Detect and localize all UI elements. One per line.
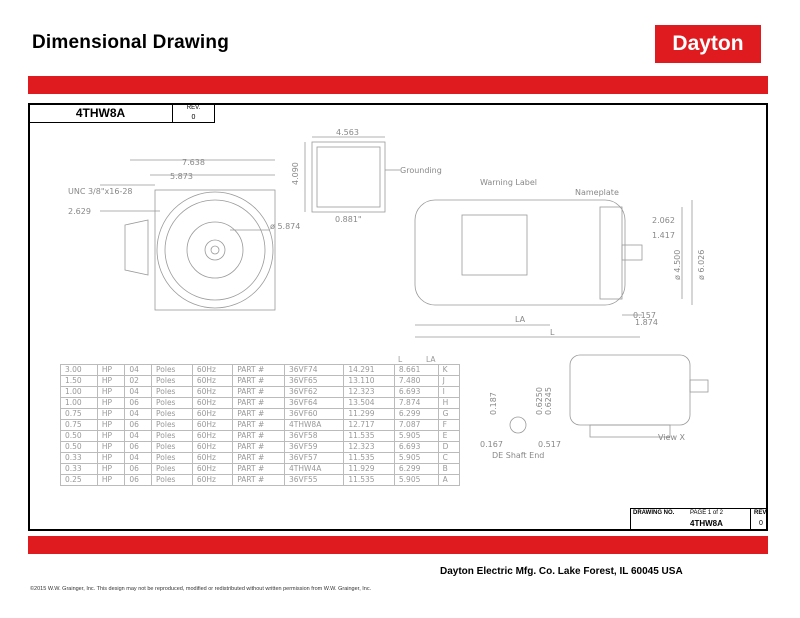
dim-shaft-1: 0.187 [489, 392, 498, 415]
table-cell-hp-unit: HP [97, 420, 125, 431]
table-cell-part-label: PART # [233, 420, 285, 431]
table-cell-la: 8.661 [394, 365, 438, 376]
side-view [415, 178, 706, 337]
table-cell-l: 11.535 [344, 453, 395, 464]
table-cell-code: B [438, 464, 459, 475]
table-cell-hz: 60Hz [192, 420, 232, 431]
table-cell-l: 13.110 [344, 376, 395, 387]
table-cell-poles-label: Poles [152, 365, 193, 376]
table-cell-part-label: PART # [233, 409, 285, 420]
table-cell-la: 5.905 [394, 453, 438, 464]
table-cell-hp: 1.00 [61, 387, 98, 398]
table-row [61, 365, 460, 376]
model-rev-label: REV. [186, 105, 201, 111]
table-cell-l: 12.323 [344, 442, 395, 453]
table-cell-part: 36VF58 [285, 431, 344, 442]
page-label: PAGE 1 of 2 [690, 510, 723, 516]
table-cell-code: E [438, 431, 459, 442]
table-cell-code: A [438, 475, 459, 486]
table-cell-hz: 60Hz [192, 398, 232, 409]
table-cell-poles-label: Poles [152, 398, 193, 409]
table-cell-poles: 06 [125, 475, 152, 486]
table-cell-part-label: PART # [233, 387, 285, 398]
table-cell-code: I [438, 387, 459, 398]
dim-box-3: 0.881" [335, 215, 362, 224]
table-cell-part-label: PART # [233, 475, 285, 486]
table-cell-code: G [438, 409, 459, 420]
table-cell-hp-unit: HP [97, 376, 125, 387]
table-cell-l: 13.504 [344, 398, 395, 409]
dim-side-8: 1.874 [635, 318, 658, 327]
logo-text: Dayton [672, 32, 744, 55]
col-header-la: LA [426, 355, 436, 364]
table-cell-part-label: PART # [233, 376, 285, 387]
dim-shaft-7: View X [658, 433, 686, 442]
model-number: 4THW8A [75, 106, 126, 120]
table-cell-hz: 60Hz [192, 431, 232, 442]
col-header-l: L [398, 355, 403, 364]
table-row [61, 453, 460, 464]
table-cell-part-label: PART # [233, 464, 285, 475]
dim-front-4: 2.629 [68, 207, 91, 216]
table-cell-poles-label: Poles [152, 442, 193, 453]
table-cell-l: 12.717 [344, 420, 395, 431]
table-cell-poles-label: Poles [152, 431, 193, 442]
table-cell-hp: 0.75 [61, 420, 98, 431]
table-cell-hp-unit: HP [97, 365, 125, 376]
table-cell-hp: 0.33 [61, 453, 98, 464]
table-cell-hp-unit: HP [97, 464, 125, 475]
table-cell-la: 6.299 [394, 409, 438, 420]
table-cell-poles-label: Poles [152, 420, 193, 431]
table-cell-part-label: PART # [233, 365, 285, 376]
table-row [61, 420, 460, 431]
table-cell-l: 11.535 [344, 431, 395, 442]
table-cell-code: H [438, 398, 459, 409]
table-cell-hz: 60Hz [192, 365, 232, 376]
dim-side-2: Nameplate [575, 188, 619, 197]
table-cell-poles: 02 [125, 376, 152, 387]
dim-shaft-6: DE Shaft End [492, 451, 545, 460]
table-cell-la: 7.480 [394, 376, 438, 387]
table-cell-poles: 06 [125, 442, 152, 453]
table-row [61, 431, 460, 442]
table-cell-part: 36VF55 [285, 475, 344, 486]
dim-front-1: 7.638 [182, 158, 205, 167]
table-cell-poles: 04 [125, 453, 152, 464]
table-cell-l: 11.929 [344, 464, 395, 475]
dim-shaft-5: 0.517 [538, 440, 561, 449]
table-cell-part: 36VF57 [285, 453, 344, 464]
table-cell-code: D [438, 442, 459, 453]
dim-shaft-2: 0.6250 [535, 387, 544, 415]
table-cell-poles-label: Poles [152, 409, 193, 420]
dim-front-5: ø 5.874 [270, 222, 301, 231]
table-cell-poles: 04 [125, 431, 152, 442]
conduit-box-view [291, 128, 442, 224]
page-title: Dimensional Drawing [32, 32, 230, 53]
title-rev-value: 0 [759, 520, 763, 527]
table-cell-hp-unit: HP [97, 453, 125, 464]
dim-side-1: Warning Label [480, 178, 538, 187]
title-rev-label: REV. [754, 510, 768, 516]
model-rev-cell [172, 103, 215, 123]
table-cell-part-label: PART # [233, 431, 285, 442]
table-cell-part: 4THW4A [285, 464, 344, 475]
table-cell-l: 11.535 [344, 475, 395, 486]
table-cell-code: J [438, 376, 459, 387]
table-cell-hp-unit: HP [97, 409, 125, 420]
dim-side-7: 0.157 [633, 311, 656, 320]
table-cell-code: C [438, 453, 459, 464]
dim-side-5: ø 4.500 [673, 249, 682, 280]
table-row [61, 442, 460, 453]
dim-side-10: L [550, 328, 555, 337]
table-cell-part: 36VF65 [285, 376, 344, 387]
table-cell-la: 5.905 [394, 475, 438, 486]
table-cell-hp-unit: HP [97, 398, 125, 409]
dim-box-4: Grounding [400, 166, 442, 175]
dayton-logo [655, 25, 761, 63]
table-cell-hp-unit: HP [97, 475, 125, 486]
table-row [61, 376, 460, 387]
table-cell-hz: 60Hz [192, 387, 232, 398]
table-cell-part-label: PART # [233, 398, 285, 409]
table-cell-code: K [438, 365, 459, 376]
table-row [61, 475, 460, 486]
title-divider [750, 508, 751, 531]
table-cell-hp: 3.00 [61, 365, 98, 376]
table-cell-poles: 04 [125, 409, 152, 420]
table-cell-la: 6.693 [394, 442, 438, 453]
table-row [61, 387, 460, 398]
table-cell-hp-unit: HP [97, 431, 125, 442]
parts-table [60, 364, 460, 486]
table-row [61, 409, 460, 420]
table-cell-hz: 60Hz [192, 475, 232, 486]
table-cell-hp: 0.33 [61, 464, 98, 475]
company-address: Dayton Electric Mfg. Co. Lake Forest, IL 60045 USA [440, 566, 683, 577]
table-cell-part: 36VF59 [285, 442, 344, 453]
table-cell-part: 36VF60 [285, 409, 344, 420]
dim-side-9: LA [515, 315, 526, 324]
table-cell-hz: 60Hz [192, 409, 232, 420]
dim-shaft-3: 0.6245 [544, 387, 553, 415]
table-cell-hp: 0.50 [61, 442, 98, 453]
title-drawing-no: 4THW8A [690, 519, 723, 528]
table-cell-part: 36VF64 [285, 398, 344, 409]
table-cell-part: 36VF74 [285, 365, 344, 376]
table-cell-hp: 1.50 [61, 376, 98, 387]
table-cell-poles: 06 [125, 420, 152, 431]
table-cell-poles-label: Poles [152, 453, 193, 464]
table-cell-poles-label: Poles [152, 387, 193, 398]
table-cell-poles: 06 [125, 398, 152, 409]
table-cell-hz: 60Hz [192, 464, 232, 475]
front-view [68, 158, 300, 310]
table-cell-part-label: PART # [233, 453, 285, 464]
dim-front-3: UNC 3/8"x16-28 [68, 187, 133, 196]
table-cell-poles-label: Poles [152, 464, 193, 475]
dim-box-2: 4.090 [291, 162, 300, 185]
model-rev-value: 0 [191, 114, 196, 121]
table-cell-la: 7.087 [394, 420, 438, 431]
table-cell-poles: 04 [125, 387, 152, 398]
table-cell-hz: 60Hz [192, 442, 232, 453]
table-cell-l: 11.299 [344, 409, 395, 420]
table-cell-part-label: PART # [233, 442, 285, 453]
table-cell-hp: 0.25 [61, 475, 98, 486]
shaft-detail-view [480, 355, 708, 460]
table-cell-hp: 0.75 [61, 409, 98, 420]
dim-front-2: 5.873 [170, 172, 193, 181]
table-cell-poles: 06 [125, 464, 152, 475]
model-number-cell [28, 103, 173, 123]
table-cell-la: 5.905 [394, 431, 438, 442]
top-red-bar [28, 76, 768, 94]
table-cell-poles: 04 [125, 365, 152, 376]
dim-side-3: 2.062 [652, 216, 675, 225]
table-cell-part: 36VF62 [285, 387, 344, 398]
dim-side-6: ø 6.026 [697, 249, 706, 280]
drawing-no-label: DRAWING NO. [633, 510, 675, 516]
table-cell-hp: 1.00 [61, 398, 98, 409]
dim-side-4: 1.417 [652, 231, 675, 240]
table-cell-l: 14.291 [344, 365, 395, 376]
table-cell-poles-label: Poles [152, 376, 193, 387]
table-cell-la: 7.874 [394, 398, 438, 409]
table-cell-hz: 60Hz [192, 453, 232, 464]
copyright-notice: ©2015 W.W. Grainger, Inc. This design may not be reproduced, modified or redistributed without written permission from W.W. Grainger, Inc. [30, 586, 372, 592]
table-row [61, 398, 460, 409]
bottom-red-bar [28, 536, 768, 554]
table-cell-part: 4THW8A [285, 420, 344, 431]
table-row [61, 464, 460, 475]
table-cell-poles-label: Poles [152, 475, 193, 486]
dim-shaft-4: 0.167 [480, 440, 503, 449]
dim-box-1: 4.563 [336, 128, 359, 137]
table-cell-code: F [438, 420, 459, 431]
table-cell-hp-unit: HP [97, 442, 125, 453]
table-cell-hp-unit: HP [97, 387, 125, 398]
table-cell-la: 6.299 [394, 464, 438, 475]
table-cell-hp: 0.50 [61, 431, 98, 442]
table-cell-l: 12.323 [344, 387, 395, 398]
table-cell-hz: 60Hz [192, 376, 232, 387]
table-cell-la: 6.693 [394, 387, 438, 398]
